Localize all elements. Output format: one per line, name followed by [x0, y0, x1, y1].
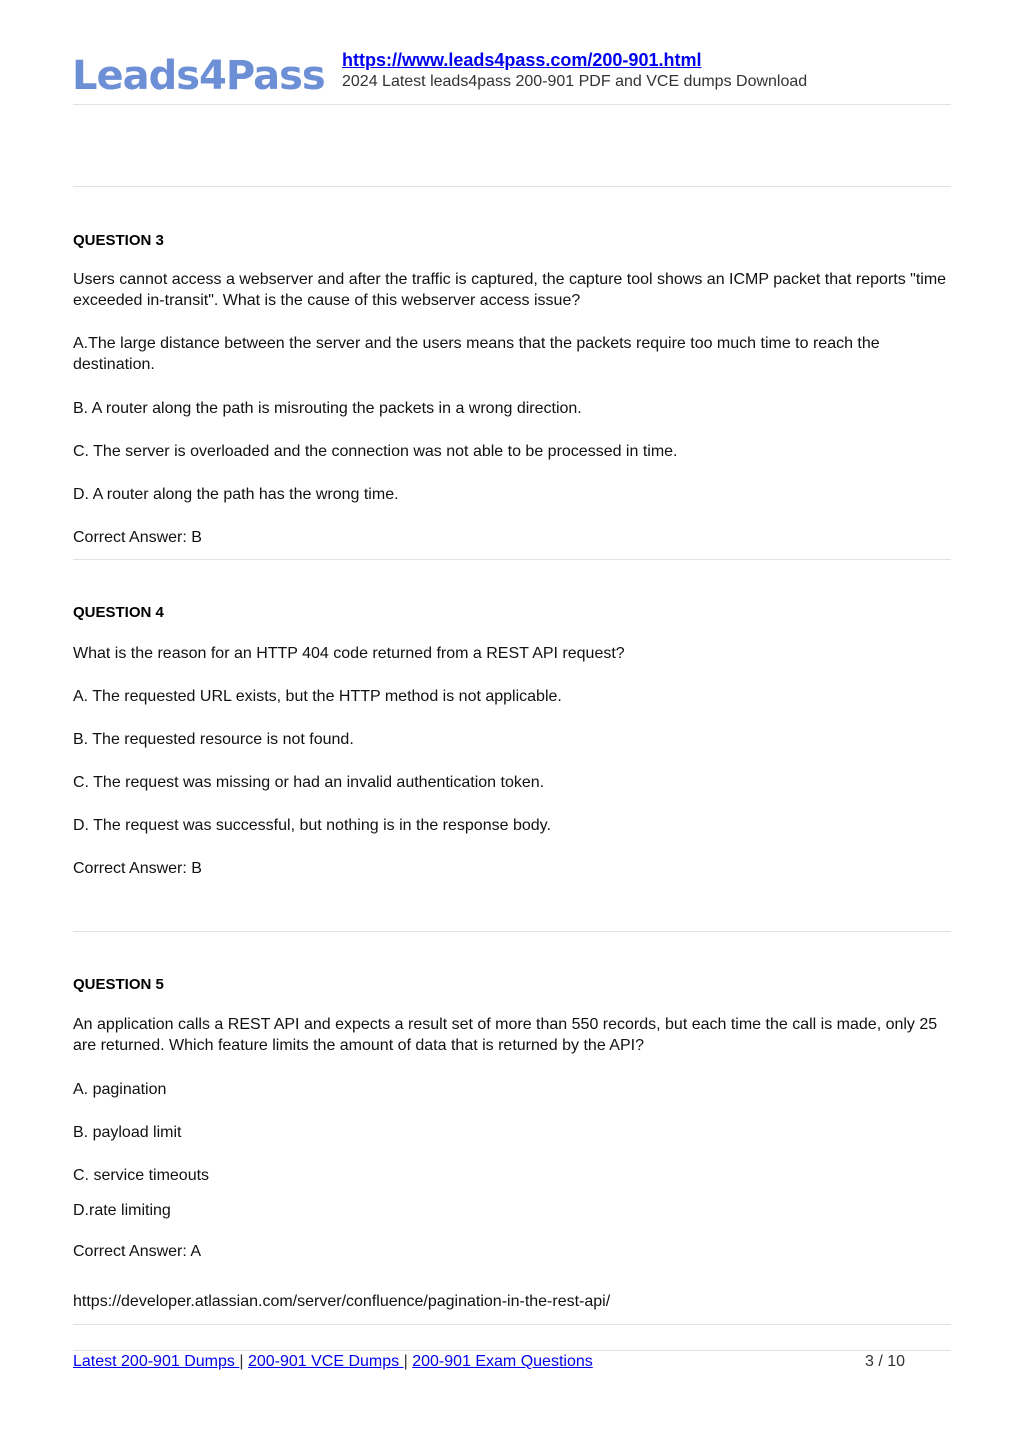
- question-3-option-d: D. A router along the path has the wrong time.: [73, 486, 399, 503]
- exam-questions-link[interactable]: 200-901 Exam Questions: [412, 1353, 593, 1370]
- question-5-text: An application calls a REST API and expects a result set of more than 550 records, but each time the call is made, only 25 are returned. Which feature limits the amount of data that is returned by the API?: [73, 1016, 938, 1054]
- vce-dumps-link[interactable]: 200-901 VCE Dumps: [247, 1353, 404, 1370]
- header-url-link[interactable]: https://www.leads4pass.com/200-901.html: [342, 50, 702, 70]
- question-4-title: QUESTION 4: [73, 604, 164, 621]
- latest-dumps-link[interactable]: Latest 200-901 Dumps: [73, 1353, 240, 1370]
- content-end-divider: [73, 1324, 951, 1325]
- question-5-option-a: A. pagination: [73, 1081, 167, 1098]
- header-subtitle: 2024 Latest leads4pass 200-901 PDF and VCE dumps Download: [342, 73, 808, 90]
- header-divider: [73, 104, 951, 105]
- question-3-option-b: B. A router along the path is misrouting the packets in a wrong direction.: [73, 400, 582, 417]
- question-5-reference: https://developer.atlassian.com/server/confluence/pagination-in-the-rest-api/: [73, 1293, 611, 1310]
- question-5-option-b: B. payload limit: [73, 1124, 182, 1141]
- question-4-answer: Correct Answer: B: [73, 860, 202, 877]
- footer-links: [73, 1352, 593, 1372]
- section-divider: [73, 186, 951, 187]
- question-3-answer: Correct Answer: B: [73, 529, 202, 546]
- page-number: 3 / 10: [865, 1353, 906, 1370]
- question-3-text: Users cannot access a webserver and after the traffic is captured, the capture tool shows an ICMP packet that reports "time exceeded in-transit". What is the cause of this webserver access issue?: [73, 271, 947, 309]
- question-3-option-c: C. The server is overloaded and the connection was not able to be processed in time.: [73, 443, 678, 460]
- question-divider: [73, 931, 951, 932]
- question-4-option-d: D. The request was successful, but nothing is in the response body.: [73, 817, 551, 834]
- question-4-option-a: A. The requested URL exists, but the HTTP method is not applicable.: [73, 688, 562, 705]
- question-4-option-b: B. The requested resource is not found.: [73, 731, 354, 748]
- question-5-title: QUESTION 5: [73, 976, 164, 993]
- question-5-answer: Correct Answer: A: [73, 1243, 202, 1260]
- footer-divider: [73, 1350, 951, 1351]
- question-4-option-c: C. The request was missing or had an invalid authentication token.: [73, 774, 545, 791]
- question-4-text: What is the reason for an HTTP 404 code returned from a REST API request?: [73, 645, 625, 662]
- question-3-title: QUESTION 3: [73, 232, 164, 249]
- question-5-option-d: D.rate limiting: [73, 1202, 171, 1219]
- footer-separator: |: [239, 1353, 244, 1370]
- leads4pass-logo: Leads4Pass: [72, 53, 325, 99]
- question-3-option-a: A.The large distance between the server and the users means that the packets require too much time to reach the destination.: [73, 335, 880, 373]
- question-divider: [73, 559, 951, 560]
- footer-separator: |: [403, 1353, 408, 1370]
- question-5-option-c: C. service timeouts: [73, 1167, 210, 1184]
